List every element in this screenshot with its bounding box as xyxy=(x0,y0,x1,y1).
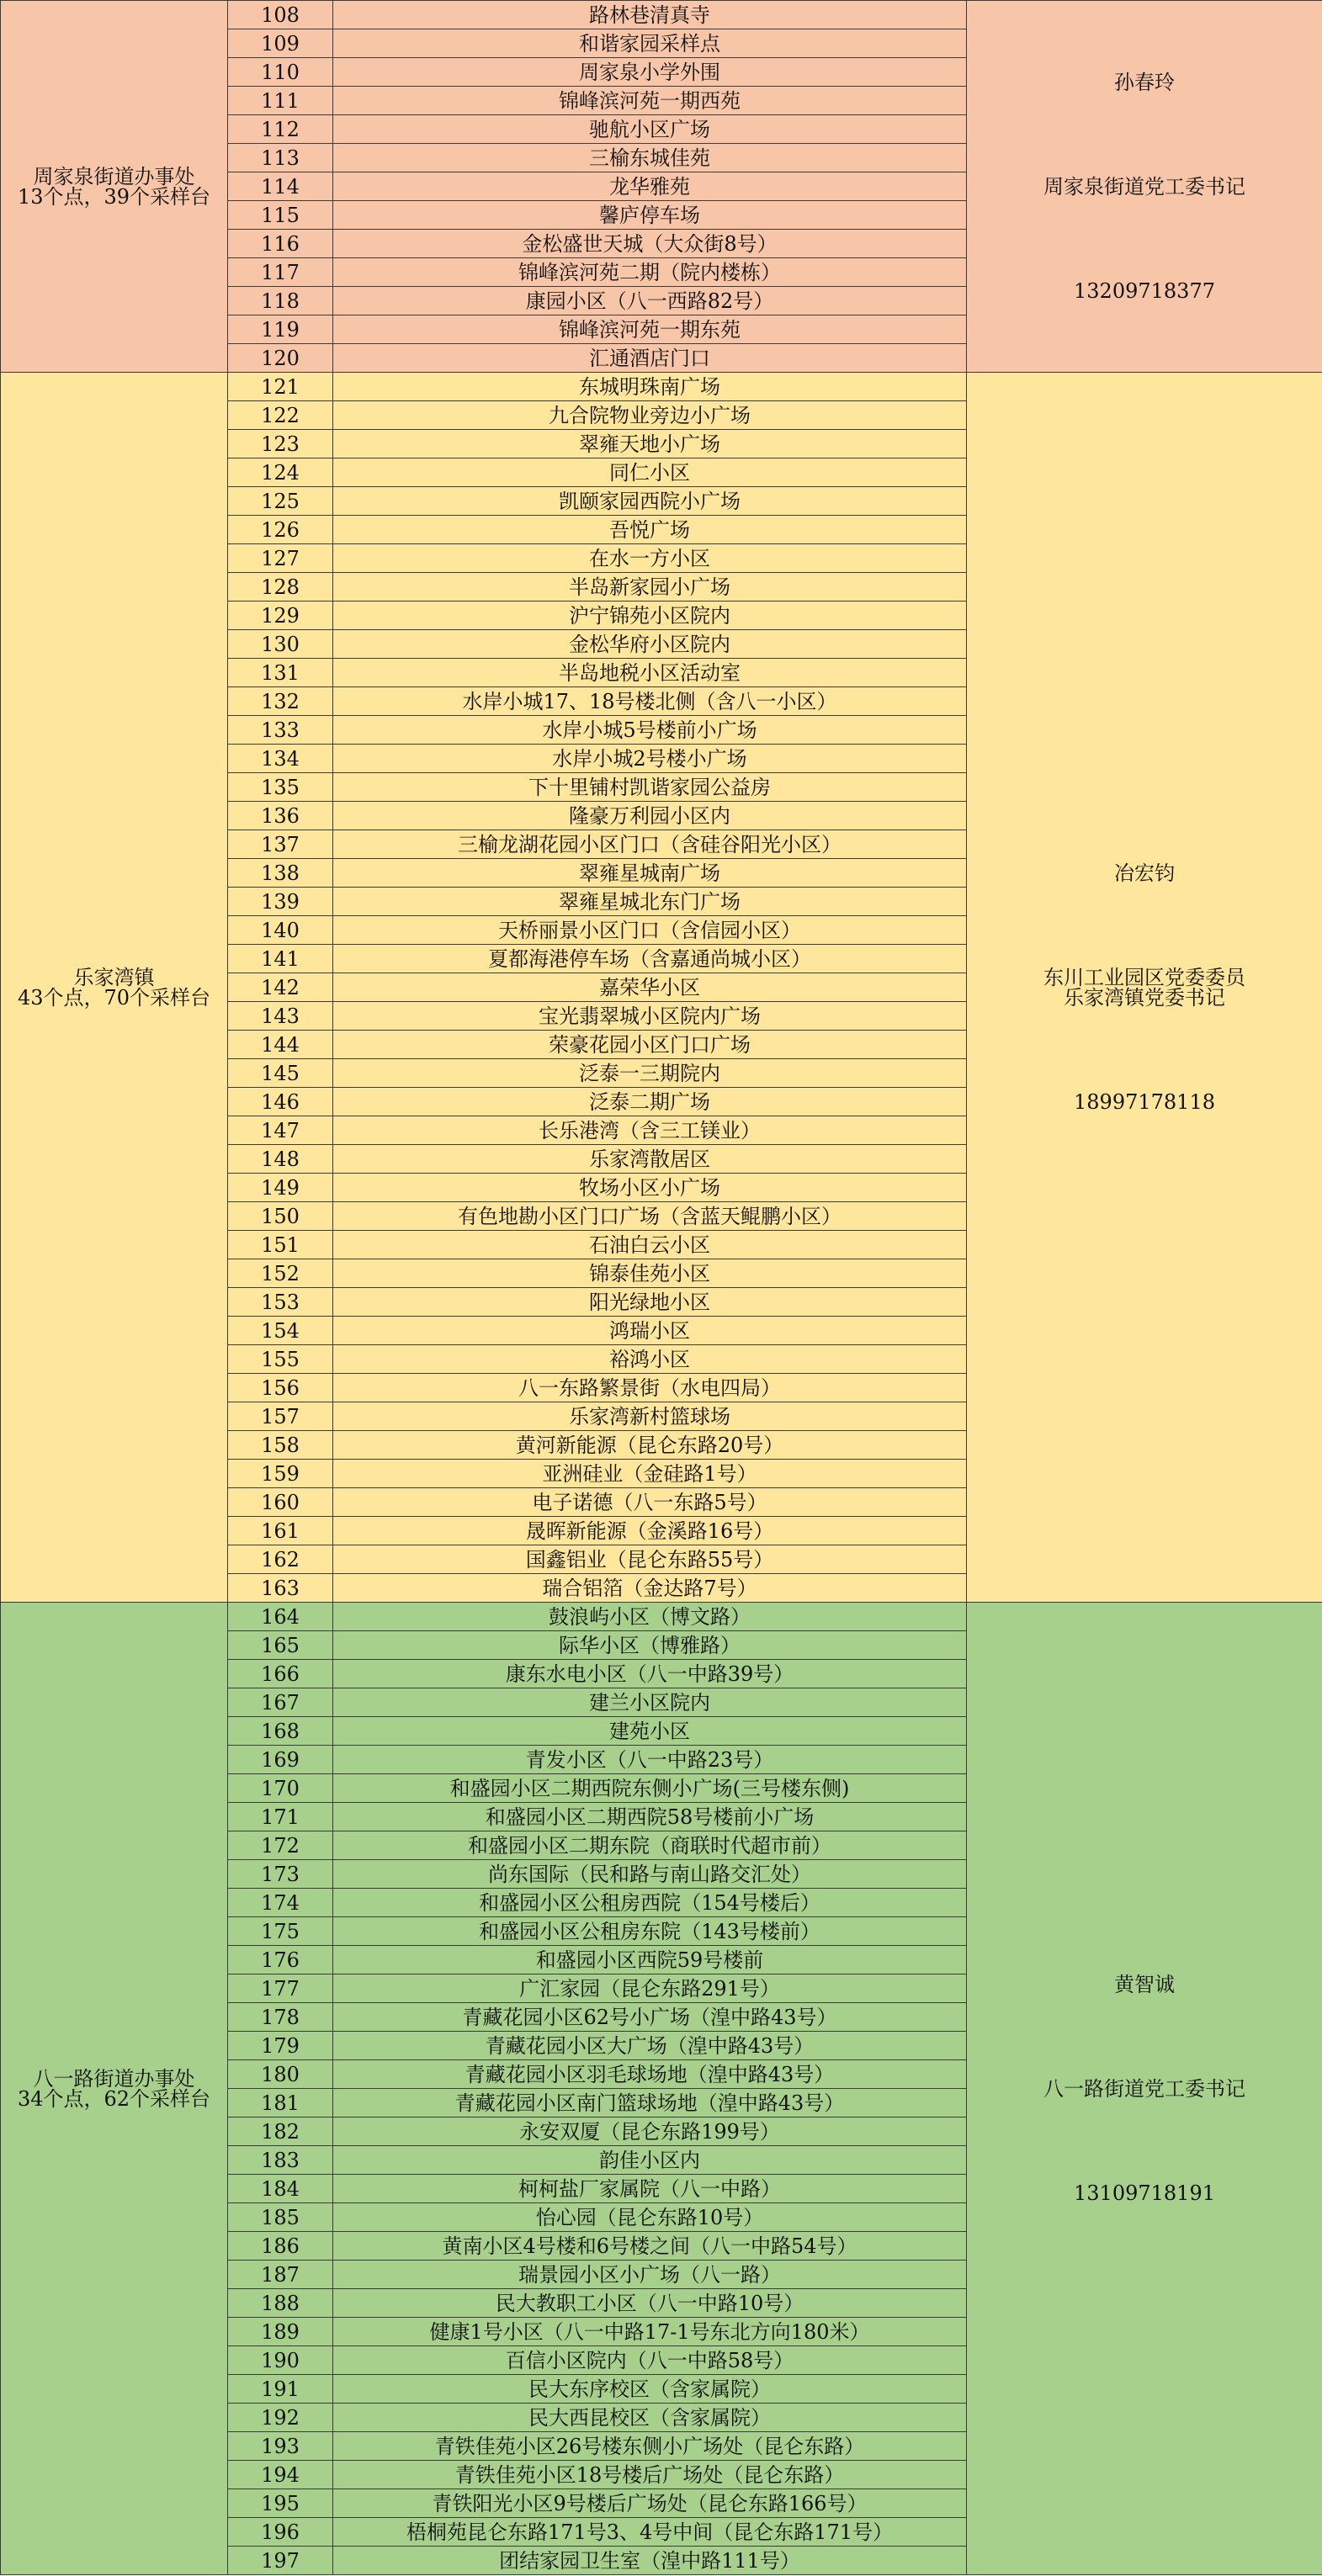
row-number: 114 xyxy=(228,172,333,201)
row-number: 149 xyxy=(228,1174,333,1202)
site-name: 青铁佳苑小区26号楼东侧小广场处（昆仑东路） xyxy=(333,2432,967,2461)
row-number: 131 xyxy=(228,659,333,687)
site-name: 有色地勘小区门口广场（含蓝天鲲鹏小区） xyxy=(333,1202,967,1231)
row-number: 130 xyxy=(228,630,333,659)
row-number: 188 xyxy=(228,2289,333,2318)
site-name: 康园小区（八一西路82号） xyxy=(333,287,967,315)
site-name: 八一东路繁景街（水电四局） xyxy=(333,1374,967,1402)
site-name: 汇通酒店门口 xyxy=(333,344,967,373)
site-name: 半岛地税小区活动室 xyxy=(333,659,967,687)
site-name: 泛泰一三期院内 xyxy=(333,1059,967,1088)
row-number: 148 xyxy=(228,1145,333,1174)
row-number: 183 xyxy=(228,2146,333,2175)
site-name: 青发小区（八一中路23号） xyxy=(333,1746,967,1774)
table-row xyxy=(1,1,1322,29)
site-name: 翠雍星城南广场 xyxy=(333,859,967,888)
site-name: 凯颐家园西院小广场 xyxy=(333,487,967,516)
row-number: 180 xyxy=(228,2060,333,2089)
row-number: 191 xyxy=(228,2375,333,2404)
site-name: 乐家湾散居区 xyxy=(333,1145,967,1174)
row-number: 127 xyxy=(228,544,333,573)
site-name: 九合院物业旁边小广场 xyxy=(333,401,967,430)
site-name: 翠雍星城北东门广场 xyxy=(333,888,967,916)
row-number: 134 xyxy=(228,745,333,773)
row-number: 122 xyxy=(228,401,333,430)
site-name: 锦峰滨河苑一期西苑 xyxy=(333,87,967,115)
row-number: 116 xyxy=(228,230,333,258)
site-name: 百信小区院内（八一中路58号） xyxy=(333,2346,967,2375)
contact-phone: 13209718377 xyxy=(1074,278,1215,303)
site-name: 和盛园小区公租房西院（154号楼后） xyxy=(333,1889,967,1917)
site-name: 韵佳小区内 xyxy=(333,2146,967,2175)
row-number: 135 xyxy=(228,773,333,802)
row-number: 168 xyxy=(228,1717,333,1746)
row-number: 167 xyxy=(228,1688,333,1717)
site-name: 半岛新家园小广场 xyxy=(333,573,967,602)
site-name: 嘉荣华小区 xyxy=(333,973,967,1002)
site-name: 沪宁锦苑小区院内 xyxy=(333,602,967,630)
site-name: 宝光翡翠城小区院内广场 xyxy=(333,1002,967,1031)
row-number: 117 xyxy=(228,258,333,287)
site-name: 鸿瑞小区 xyxy=(333,1317,967,1345)
site-name: 天桥丽景小区门口（含信园小区） xyxy=(333,916,967,945)
site-name: 锦泰佳苑小区 xyxy=(333,1259,967,1288)
row-number: 132 xyxy=(228,687,333,716)
row-number: 192 xyxy=(228,2404,333,2432)
row-number: 143 xyxy=(228,1002,333,1031)
site-name: 金松华府小区院内 xyxy=(333,630,967,659)
site-name: 三榆东城佳苑 xyxy=(333,144,967,172)
contact-title: 东川工业园区党委委员 乐家湾镇党委书记 xyxy=(1043,965,1245,1010)
row-number: 186 xyxy=(228,2232,333,2261)
table-body xyxy=(1,1,1322,2575)
site-name: 青藏花园小区羽毛球场地（湟中路43号） xyxy=(333,2060,967,2089)
site-name: 和盛园小区二期西院东侧小广场(三号楼东侧) xyxy=(333,1774,967,1803)
site-name: 裕鸿小区 xyxy=(333,1345,967,1374)
row-number: 129 xyxy=(228,602,333,630)
site-name: 锦峰滨河苑二期（院内楼栋） xyxy=(333,258,967,287)
row-number: 156 xyxy=(228,1374,333,1402)
site-name: 鼓浪屿小区（博文路） xyxy=(333,1603,967,1631)
row-number: 118 xyxy=(228,287,333,315)
site-name: 荣豪花园小区门口广场 xyxy=(333,1031,967,1059)
site-name: 建苑小区 xyxy=(333,1717,967,1746)
site-name: 亚洲硅业（金硅路1号） xyxy=(333,1460,967,1488)
site-name: 东城明珠南广场 xyxy=(333,373,967,401)
site-name: 金松盛世天城（大众街8号） xyxy=(333,230,967,258)
row-number: 142 xyxy=(228,973,333,1002)
site-name: 泛泰二期广场 xyxy=(333,1088,967,1116)
site-name: 和盛园小区二期东院（商联时代超市前） xyxy=(333,1831,967,1860)
row-number: 182 xyxy=(228,2118,333,2146)
row-number: 108 xyxy=(228,1,333,29)
site-name: 同仁小区 xyxy=(333,458,967,487)
site-name: 吾悦广场 xyxy=(333,516,967,544)
site-name: 水岸小城5号楼前小广场 xyxy=(333,716,967,745)
site-name: 黄河新能源（昆仑东路20号） xyxy=(333,1431,967,1460)
row-number: 147 xyxy=(228,1116,333,1145)
row-number: 178 xyxy=(228,2003,333,2032)
region-count: 34个点，62个采样台 xyxy=(17,2086,211,2111)
row-number: 172 xyxy=(228,1831,333,1860)
row-number: 189 xyxy=(228,2318,333,2346)
row-number: 133 xyxy=(228,716,333,745)
site-name: 民大东序校区（含家属院） xyxy=(333,2375,967,2404)
region-count: 43个点，70个采样台 xyxy=(17,985,211,1010)
site-name: 康东水电小区（八一中路39号） xyxy=(333,1660,967,1688)
site-name: 牧场小区小广场 xyxy=(333,1174,967,1202)
site-name: 际华小区（博雅路） xyxy=(333,1631,967,1660)
contact-name: 冶宏钧 xyxy=(1114,861,1175,885)
row-number: 121 xyxy=(228,373,333,401)
row-number: 154 xyxy=(228,1317,333,1345)
site-name: 三榆龙湖花园小区门口（含硅谷阳光小区） xyxy=(333,830,967,859)
contact-phone: 13109718191 xyxy=(1074,2181,1215,2205)
row-number: 157 xyxy=(228,1402,333,1431)
contact-cell xyxy=(967,1603,1322,2575)
row-number: 150 xyxy=(228,1202,333,1231)
site-name: 和盛园小区西院59号楼前 xyxy=(333,1946,967,1974)
region-count: 13个点，39个采样台 xyxy=(17,184,211,209)
row-number: 177 xyxy=(228,1974,333,2003)
row-number: 152 xyxy=(228,1259,333,1288)
site-name: 锦峰滨河苑一期东苑 xyxy=(333,315,967,344)
site-name: 国鑫铝业（昆仑东路55号） xyxy=(333,1545,967,1574)
site-name: 在水一方小区 xyxy=(333,544,967,573)
row-number: 146 xyxy=(228,1088,333,1116)
site-name: 广汇家园（昆仑东路291号） xyxy=(333,1974,967,2003)
row-number: 162 xyxy=(228,1545,333,1574)
row-number: 171 xyxy=(228,1803,333,1831)
row-number: 175 xyxy=(228,1917,333,1946)
row-number: 126 xyxy=(228,516,333,544)
site-name: 瑞合铝箔（金达路7号） xyxy=(333,1574,967,1603)
row-number: 176 xyxy=(228,1946,333,1974)
row-number: 158 xyxy=(228,1431,333,1460)
region-name: 八一路街道办事处 xyxy=(33,2066,195,2091)
site-name: 隆豪万利园小区内 xyxy=(333,802,967,830)
site-name: 石油白云小区 xyxy=(333,1231,967,1259)
site-name: 尚东国际（民和路与南山路交汇处） xyxy=(333,1860,967,1889)
site-name: 建兰小区院内 xyxy=(333,1688,967,1717)
site-name: 青藏花园小区大广场（湟中路43号） xyxy=(333,2032,967,2060)
site-name: 怡心园（昆仑东路10号） xyxy=(333,2203,967,2232)
row-number: 123 xyxy=(228,430,333,458)
row-number: 165 xyxy=(228,1631,333,1660)
row-number: 139 xyxy=(228,888,333,916)
site-name: 青铁佳苑小区18号楼后广场处（昆仑东路） xyxy=(333,2461,967,2489)
row-number: 163 xyxy=(228,1574,333,1603)
site-name: 健康1号小区（八一中路17-1号东北方向180米） xyxy=(333,2318,967,2346)
site-name: 龙华雅苑 xyxy=(333,172,967,201)
row-number: 164 xyxy=(228,1603,333,1631)
site-name: 电子诺德（八一东路5号） xyxy=(333,1488,967,1517)
site-name: 水岸小城2号楼小广场 xyxy=(333,745,967,773)
site-name: 瑞景园小区小广场（八一路） xyxy=(333,2261,967,2289)
row-number: 197 xyxy=(228,2547,333,2575)
row-number: 185 xyxy=(228,2203,333,2232)
row-number: 138 xyxy=(228,859,333,888)
row-number: 125 xyxy=(228,487,333,516)
site-name: 黄南小区4号楼和6号楼之间（八一中路54号） xyxy=(333,2232,967,2261)
site-name: 民大西昆校区（含家属院） xyxy=(333,2404,967,2432)
site-name: 驰航小区广场 xyxy=(333,115,967,144)
row-number: 174 xyxy=(228,1889,333,1917)
site-name: 梧桐苑昆仑东路171号3、4号中间（昆仑东路171号） xyxy=(333,2518,967,2547)
site-name: 柯柯盐厂家属院（八一中路） xyxy=(333,2175,967,2203)
row-number: 111 xyxy=(228,87,333,115)
row-number: 173 xyxy=(228,1860,333,1889)
row-number: 110 xyxy=(228,58,333,87)
row-number: 137 xyxy=(228,830,333,859)
row-number: 144 xyxy=(228,1031,333,1059)
site-name: 民大教职工小区（八一中路10号） xyxy=(333,2289,967,2318)
site-name: 下十里铺村凯谐家园公益房 xyxy=(333,773,967,802)
site-name: 和盛园小区二期西院58号楼前小广场 xyxy=(333,1803,967,1831)
site-name: 长乐港湾（含三工镁业） xyxy=(333,1116,967,1145)
site-name: 青藏花园小区南门篮球场地（湟中路43号） xyxy=(333,2089,967,2118)
site-name: 水岸小城17、18号楼北侧（含八一小区） xyxy=(333,687,967,716)
row-number: 112 xyxy=(228,115,333,144)
row-number: 155 xyxy=(228,1345,333,1374)
region-cell xyxy=(1,373,228,1603)
row-number: 136 xyxy=(228,802,333,830)
site-name: 周家泉小学外围 xyxy=(333,58,967,87)
site-name: 翠雍天地小广场 xyxy=(333,430,967,458)
region-name: 周家泉街道办事处 xyxy=(33,164,195,188)
row-number: 196 xyxy=(228,2518,333,2547)
row-number: 140 xyxy=(228,916,333,945)
contact-phone: 18997178118 xyxy=(1074,1089,1215,1114)
row-number: 119 xyxy=(228,315,333,344)
contact-title: 八一路街道党工委书记 xyxy=(1043,2076,1245,2101)
site-name: 路林巷清真寺 xyxy=(333,1,967,29)
region-name: 乐家湾镇 xyxy=(73,965,155,989)
site-name: 和盛园小区公租房东院（143号楼前） xyxy=(333,1917,967,1946)
site-name: 永安双厦（昆仑东路199号） xyxy=(333,2118,967,2146)
contact-cell xyxy=(967,373,1322,1603)
contact-title: 周家泉街道党工委书记 xyxy=(1043,174,1245,199)
site-name: 和谐家园采样点 xyxy=(333,29,967,58)
row-number: 190 xyxy=(228,2346,333,2375)
row-number: 153 xyxy=(228,1288,333,1317)
contact-name: 黄智诚 xyxy=(1114,1972,1175,1996)
contact-name: 孙春玲 xyxy=(1114,70,1175,94)
row-number: 181 xyxy=(228,2089,333,2118)
row-number: 159 xyxy=(228,1460,333,1488)
region-cell xyxy=(1,1603,228,2575)
row-number: 128 xyxy=(228,573,333,602)
site-name: 晟晖新能源（金溪路16号） xyxy=(333,1517,967,1545)
site-name: 阳光绿地小区 xyxy=(333,1288,967,1317)
site-name: 青藏花园小区62号小广场（湟中路43号） xyxy=(333,2003,967,2032)
row-number: 120 xyxy=(228,344,333,373)
row-number: 141 xyxy=(228,945,333,973)
row-number: 124 xyxy=(228,458,333,487)
row-number: 109 xyxy=(228,29,333,58)
site-name: 乐家湾新村篮球场 xyxy=(333,1402,967,1431)
contact-cell xyxy=(967,1,1322,373)
row-number: 113 xyxy=(228,144,333,172)
row-number: 166 xyxy=(228,1660,333,1688)
table-row xyxy=(1,373,1322,401)
row-number: 179 xyxy=(228,2032,333,2060)
row-number: 161 xyxy=(228,1517,333,1545)
row-number: 115 xyxy=(228,201,333,230)
row-number: 151 xyxy=(228,1231,333,1259)
row-number: 169 xyxy=(228,1746,333,1774)
row-number: 184 xyxy=(228,2175,333,2203)
row-number: 145 xyxy=(228,1059,333,1088)
row-number: 195 xyxy=(228,2489,333,2518)
site-name: 夏都海港停车场（含嘉通尚城小区） xyxy=(333,945,967,973)
row-number: 170 xyxy=(228,1774,333,1803)
site-name: 青铁阳光小区9号楼后广场处（昆仑东路166号） xyxy=(333,2489,967,2518)
table-row xyxy=(1,1603,1322,1631)
row-number: 193 xyxy=(228,2432,333,2461)
site-name: 团结家园卫生室（湟中路111号） xyxy=(333,2547,967,2575)
row-number: 160 xyxy=(228,1488,333,1517)
site-name: 馨庐停车场 xyxy=(333,201,967,230)
region-cell xyxy=(1,1,228,373)
row-number: 194 xyxy=(228,2461,333,2489)
row-number: 187 xyxy=(228,2261,333,2289)
